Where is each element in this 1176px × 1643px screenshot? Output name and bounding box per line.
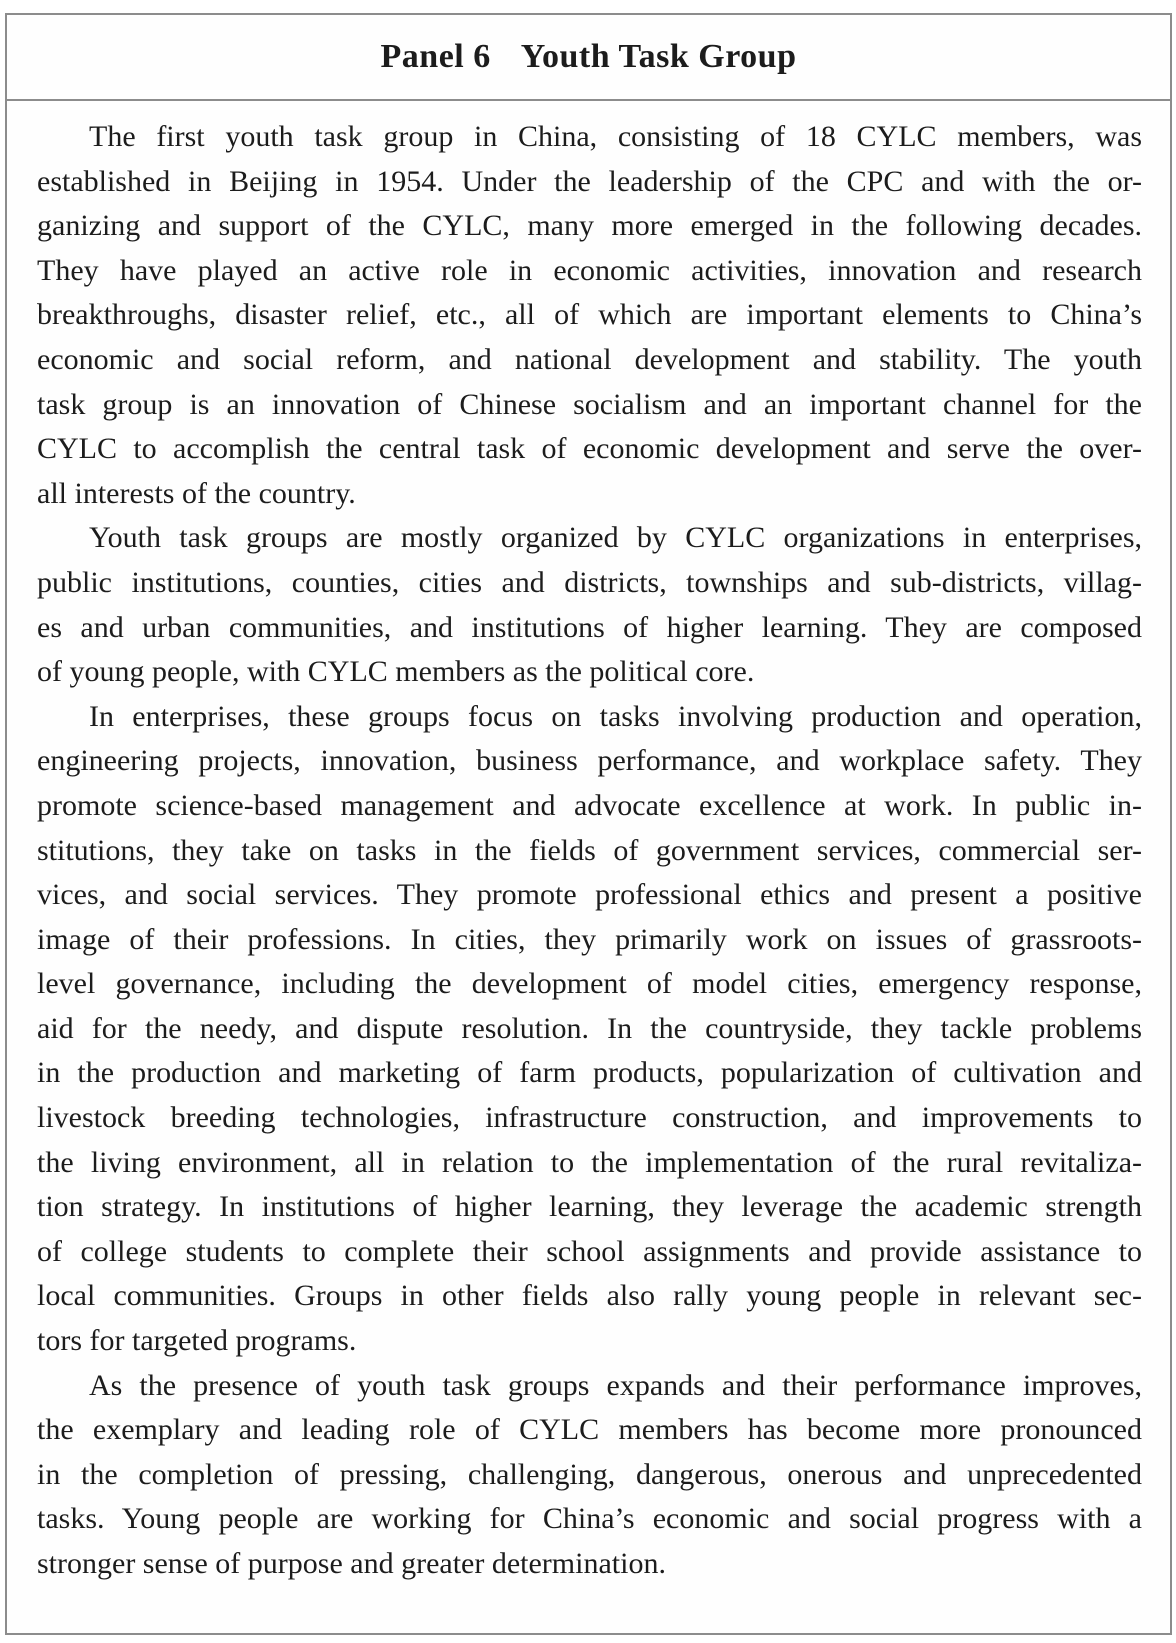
text-line: They have played an active role in economic activities, innovation and research	[37, 253, 1142, 287]
text-line: In enterprises, these groups focus on tasks involving production and operation,	[89, 699, 1142, 733]
text-line: all interests of the country.	[37, 476, 356, 510]
text-line: ganizing and support of the CYLC, many more emerged in the following decades.	[37, 209, 1142, 243]
text-line: aid for the needy, and dispute resolution. In the countryside, they tackle problems	[37, 1011, 1142, 1045]
text-line: Youth task groups are mostly organized by CYLC organizations in enterprises,	[89, 521, 1142, 555]
text-line: tors for targeted programs.	[37, 1324, 357, 1358]
text-line: es and urban communities, and institutions of higher learning. They are composed	[37, 610, 1142, 644]
text-line: the living environment, all in relation to the implementation of the rural revitaliza-	[37, 1145, 1142, 1179]
text-line: livestock breeding technologies, infrastructure construction, and improvements to	[37, 1101, 1142, 1135]
text-line: promote science-based management and advocate excellence at work. In public in-	[37, 788, 1142, 822]
text-line: task group is an innovation of Chinese socialism and an important channel for the	[37, 387, 1142, 421]
text-line: of college students to complete their school assignments and provide assistance to	[37, 1234, 1142, 1268]
text-line: tion strategy. In institutions of higher learning, they leverage the academic strength	[37, 1190, 1142, 1224]
text-line: level governance, including the development of model cities, emergency response,	[37, 967, 1142, 1001]
text-line: image of their professions. In cities, they primarily work on issues of grassroots-	[37, 922, 1142, 956]
text-line: in the completion of pressing, challenging, dangerous, onerous and unprecedented	[37, 1457, 1142, 1491]
text-line: the exemplary and leading role of CYLC members has become more pronounced	[37, 1413, 1142, 1447]
text-line: breakthroughs, disaster relief, etc., all of which are important elements to China’s	[37, 298, 1142, 332]
text-line: established in Beijing in 1954. Under the leadership of the CPC and with the or-	[37, 164, 1142, 198]
text-line: of young people, with CYLC members as the political core.	[37, 655, 755, 689]
text-line: As the presence of youth task groups expands and their performance improves,	[89, 1368, 1142, 1402]
panel-body	[7, 101, 1170, 1587]
text-line: stronger sense of purpose and greater determination.	[37, 1547, 666, 1580]
text-line: The first youth task group in China, consisting of 18 CYLC members, was	[89, 120, 1142, 153]
text-line: local communities. Groups in other fields also rally young people in relevant sec-	[37, 1279, 1142, 1313]
text-line: in the production and marketing of farm products, popularization of cultivation and	[37, 1056, 1142, 1090]
panel-title: Youth Task Group	[520, 38, 797, 75]
text-line: tasks. Young people are working for China’s economic and social progress with a	[37, 1502, 1142, 1536]
text-line: engineering projects, innovation, business performance, and workplace safety. They	[37, 744, 1142, 778]
panel-header	[7, 15, 1170, 101]
panel-label: Panel 6	[380, 38, 491, 75]
panel-box	[5, 13, 1172, 1635]
text-line: economic and social reform, and national development and stability. The youth	[37, 342, 1142, 376]
text-line: CYLC to accomplish the central task of economic development and serve the over-	[37, 432, 1142, 466]
text-line: vices, and social services. They promote professional ethics and present a positive	[37, 878, 1142, 912]
text-line: stitutions, they take on tasks in the fields of government services, commercial ser-	[37, 833, 1142, 867]
text-line: public institutions, counties, cities and districts, townships and sub-districts, villag-	[37, 565, 1142, 599]
